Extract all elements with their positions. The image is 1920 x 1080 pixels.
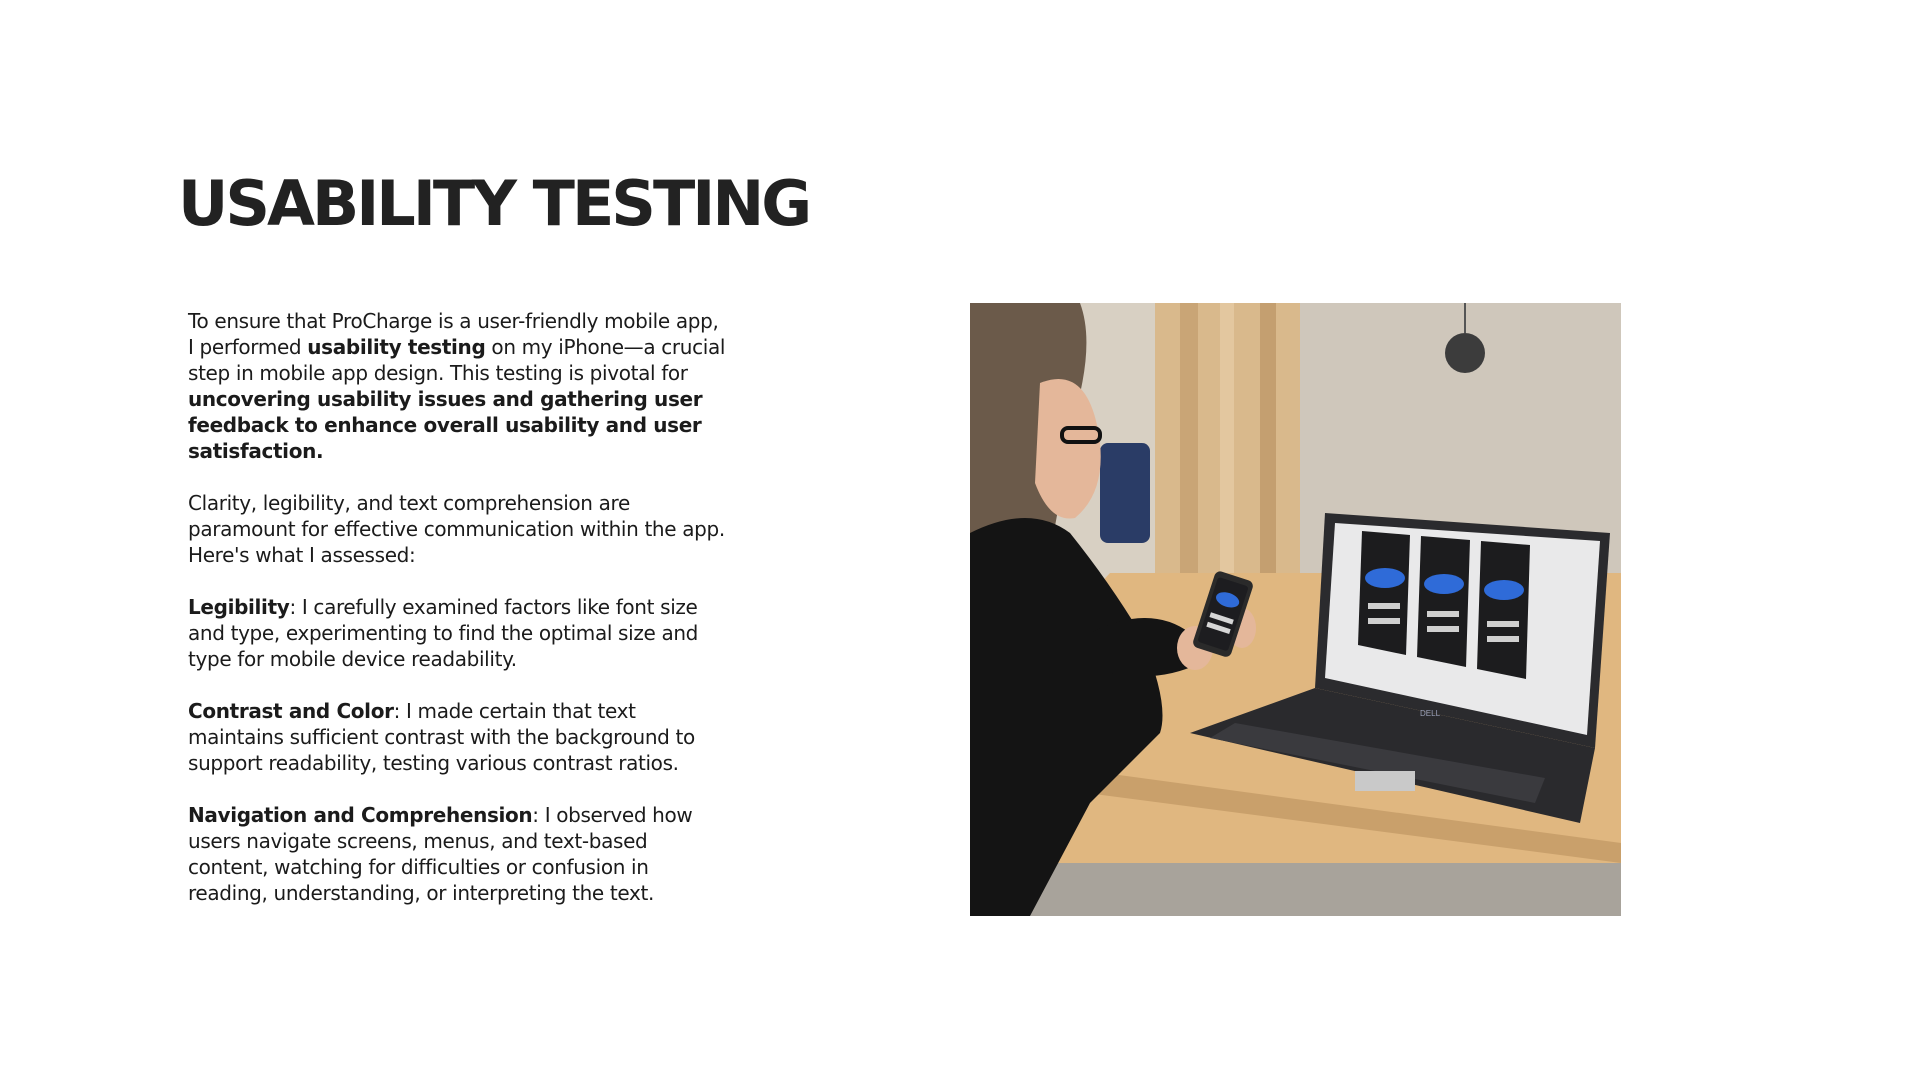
criterion-label: Navigation and Comprehension bbox=[188, 803, 533, 827]
intro-bold-2: uncovering usability issues and gathering user feedback to enhance overall usability and user satisfaction. bbox=[188, 387, 703, 463]
usability-testing-photo bbox=[970, 303, 1621, 916]
laptop-sticker bbox=[1355, 771, 1415, 791]
page-title: USABILITY TESTING bbox=[178, 167, 810, 240]
app-screen-1 bbox=[1358, 531, 1410, 655]
intro-text-2: on my iPhone—a crucial step in mobile app design. This testing is pivotal for bbox=[188, 335, 726, 385]
criterion-label: Contrast and Color bbox=[188, 699, 394, 723]
floor bbox=[970, 863, 1621, 916]
intro-paragraph bbox=[188, 308, 728, 464]
criterion-navigation bbox=[188, 802, 728, 906]
laptop-brand-label: DELL bbox=[1420, 709, 1441, 718]
app-screen-3 bbox=[1477, 541, 1530, 679]
criterion-label: Legibility bbox=[188, 595, 290, 619]
intro-text-1: To ensure that ProCharge is a user-friendly mobile app, I performed bbox=[188, 309, 719, 359]
criterion-contrast bbox=[188, 698, 728, 776]
chair bbox=[1100, 443, 1150, 543]
assessment-paragraph: Clarity, legibility, and text comprehension are paramount for effective communication within the app. Here's what I assessed: bbox=[188, 491, 725, 567]
criterion-legibility bbox=[188, 594, 728, 672]
criterion-text: : I carefully examined factors like font size and type, experimenting to find the optimal size and type for mobile device readability. bbox=[188, 595, 699, 671]
intro-bold-1: usability testing bbox=[307, 335, 486, 359]
body-text bbox=[188, 308, 728, 932]
criterion-text: : I observed how users navigate screens, menus, and text-based content, watching for difficulties or confusion in reading, understanding, or interpreting the text. bbox=[188, 803, 693, 905]
criterion-text: : I made certain that text maintains sufficient contrast with the background to support readability, testing various contrast ratios. bbox=[188, 699, 695, 775]
photo-illustration bbox=[970, 303, 1621, 916]
wall-lamp bbox=[1445, 333, 1485, 373]
app-screen-2 bbox=[1417, 536, 1470, 667]
